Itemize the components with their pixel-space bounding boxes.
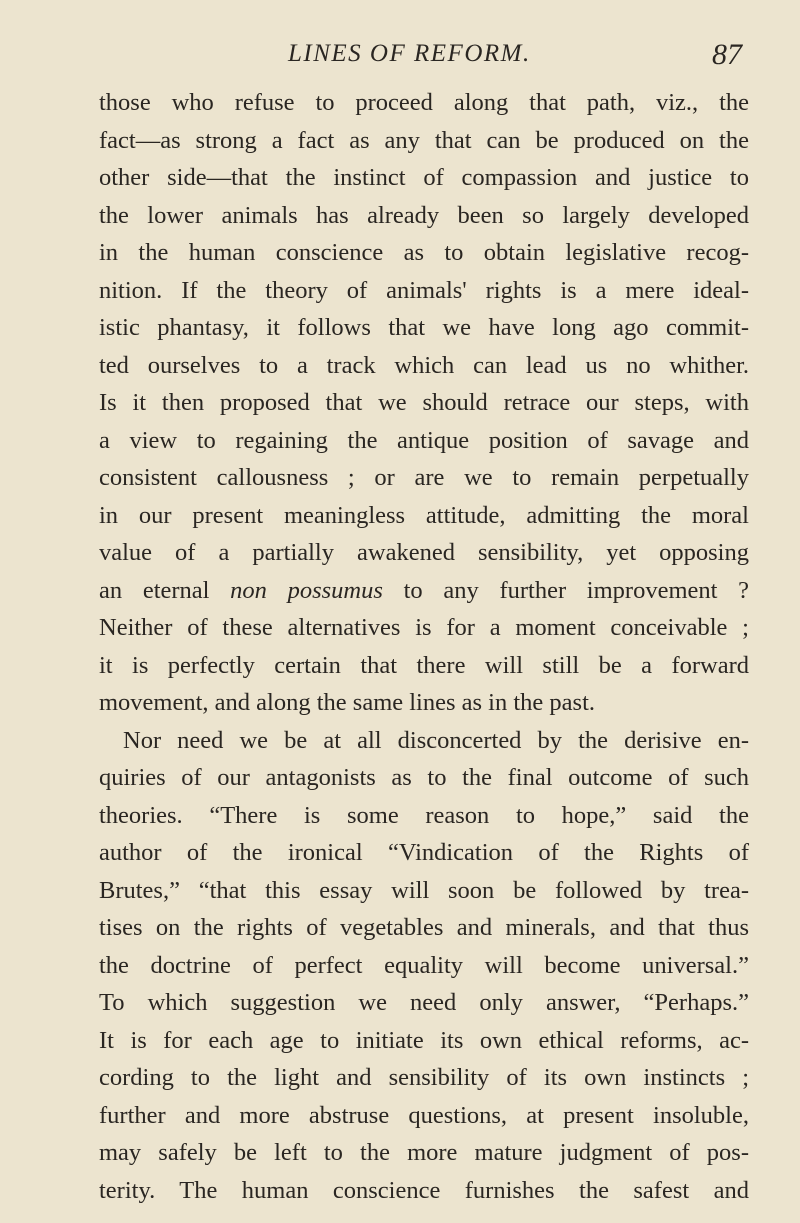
text-line: consistent callousness ; or are we to remain perpetually: [99, 464, 749, 491]
text-line: author of the ironical “Vindication of the Rights of: [99, 839, 749, 866]
text-line: cording to the light and sensibility of its own instincts ;: [99, 1064, 749, 1091]
text-line: those who refuse to proceed along that path, viz., the: [99, 89, 749, 116]
text-line: It is for each age to initiate its own ethical reforms, ac-: [99, 1026, 749, 1054]
text-line: istic phantasy, it follows that we have long ago commit-: [99, 314, 749, 341]
text-line: the doctrine of perfect equality will become universal.”: [99, 951, 749, 979]
text-line: ted ourselves to a track which can lead us no whither.: [99, 351, 749, 379]
text-line: movement, and along the same lines as in the past.: [99, 689, 596, 716]
text-line: quiries of our antagonists as to the final outcome of such: [99, 764, 749, 791]
body-text: [99, 84, 749, 1209]
text-line: fact—as strong a fact as any that can be produced on the: [99, 126, 749, 154]
text-line: value of a partially awakened sensibility, yet opposing: [99, 539, 749, 566]
text-line: in our present meaningless attitude, admitting the moral: [99, 501, 749, 529]
text-line: a view to regaining the antique position of savage and: [99, 426, 749, 454]
page-header: [0, 38, 800, 78]
text-line: theories. “There is some reason to hope,” said the: [99, 801, 749, 829]
text-line: nition. If the theory of animals' rights is a mere ideal-: [99, 276, 749, 304]
page-number: 87: [712, 38, 742, 71]
text-line-with-italic: [99, 572, 749, 610]
text-line: Is it then proposed that we should retrace our steps, with: [99, 389, 749, 416]
text-line: Neither of these alternatives is for a moment conceivable ;: [99, 614, 749, 641]
text-line: other side—that the instinct of compassion and justice to: [99, 164, 749, 191]
text-line: in the human conscience as to obtain legislative recog-: [99, 239, 749, 266]
text-line: Brutes,” “that this essay will soon be followed by trea-: [99, 876, 749, 904]
text-line: tises on the rights of vegetables and minerals, and that thus: [99, 914, 749, 941]
paragraph-1: [99, 84, 749, 722]
text-line: Nor need we be at all disconcerted by the derisive en-: [123, 726, 749, 754]
text-line: terity. The human conscience furnishes the safest and: [99, 1176, 749, 1204]
text-run: an eternal: [99, 576, 231, 604]
italic-phrase: non possumus: [230, 576, 383, 604]
running-head: LINES OF REFORM.: [288, 40, 531, 67]
text-line: may safely be left to the more mature judgment of pos-: [99, 1139, 749, 1166]
text-run: to any further improvement ?: [382, 576, 749, 604]
paragraph-2: [99, 722, 749, 1210]
text-line: it is perfectly certain that there will still be a forward: [99, 651, 749, 679]
text-line: the lower animals has already been so largely developed: [99, 201, 749, 229]
text-line: further and more abstruse questions, at present insoluble,: [99, 1101, 749, 1129]
text-line: To which suggestion we need only answer, “Perhaps.”: [99, 989, 749, 1016]
